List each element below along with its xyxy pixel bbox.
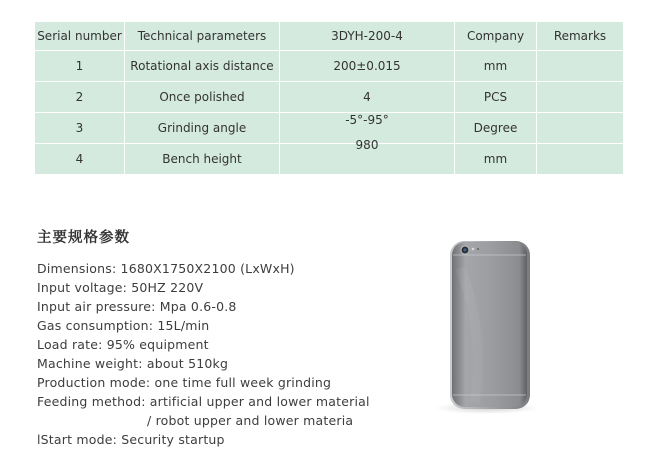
spec-line: Load rate: 95% equipment <box>37 337 209 352</box>
cell-company: PCS <box>455 82 537 113</box>
cell-company: mm <box>455 144 537 175</box>
spec-line: Production mode: one time full week grinding <box>37 375 332 390</box>
spec-line: Feeding method: artificial upper and lower material <box>37 394 370 409</box>
header-remarks: Remarks <box>537 22 624 51</box>
header-technical-parameters: Technical parameters <box>125 22 280 51</box>
cell-param: Bench height <box>125 144 280 175</box>
header-model: 3DYH-200-4 <box>280 22 455 51</box>
table-header-row <box>35 22 624 51</box>
spec-line: Dimensions: 1680X1750X2100 (LxWxH) <box>37 261 295 276</box>
cell-serial: 3 <box>35 113 125 144</box>
cell-remarks <box>537 51 624 82</box>
spec-line: Machine weight: about 510kg <box>37 356 229 371</box>
header-serial-number: Serial number <box>35 22 125 51</box>
cell-value <box>280 138 455 175</box>
table-row <box>35 82 624 113</box>
phone-back-icon <box>415 228 560 418</box>
cell-remarks <box>537 144 624 175</box>
cell-value: 4 <box>280 82 455 113</box>
cell-remarks <box>537 113 624 144</box>
spec-line: Input air pressure: Mpa 0.6-0.8 <box>37 299 237 314</box>
cell-value-text: 980 <box>355 138 379 152</box>
cell-value: 200±0.015 <box>280 51 455 82</box>
spec-line: lStart mode: Security startup <box>37 432 225 447</box>
cell-company: Degree <box>455 113 537 144</box>
cell-serial: 1 <box>35 51 125 82</box>
cell-param: Once polished <box>125 82 280 113</box>
spec-line: / robot upper and lower materia <box>147 413 354 428</box>
table-row <box>35 144 624 175</box>
cell-remarks <box>537 82 624 113</box>
cell-param: Grinding angle <box>125 113 280 144</box>
specs-title: 主要规格参数 <box>37 230 130 246</box>
cell-serial: 2 <box>35 82 125 113</box>
phone-image <box>415 228 560 418</box>
table-row <box>35 51 624 82</box>
spec-line: Input voltage: 50HZ 220V <box>37 280 204 295</box>
cell-value-text: -5°-95° <box>345 113 389 127</box>
cell-company: mm <box>455 51 537 82</box>
header-company: Company <box>455 22 537 51</box>
cell-serial: 4 <box>35 144 125 175</box>
spec-line: Gas consumption: 15L/min <box>37 318 210 333</box>
spec-table <box>34 21 624 175</box>
specs-list <box>37 259 370 449</box>
cell-param: Rotational axis distance <box>125 51 280 82</box>
